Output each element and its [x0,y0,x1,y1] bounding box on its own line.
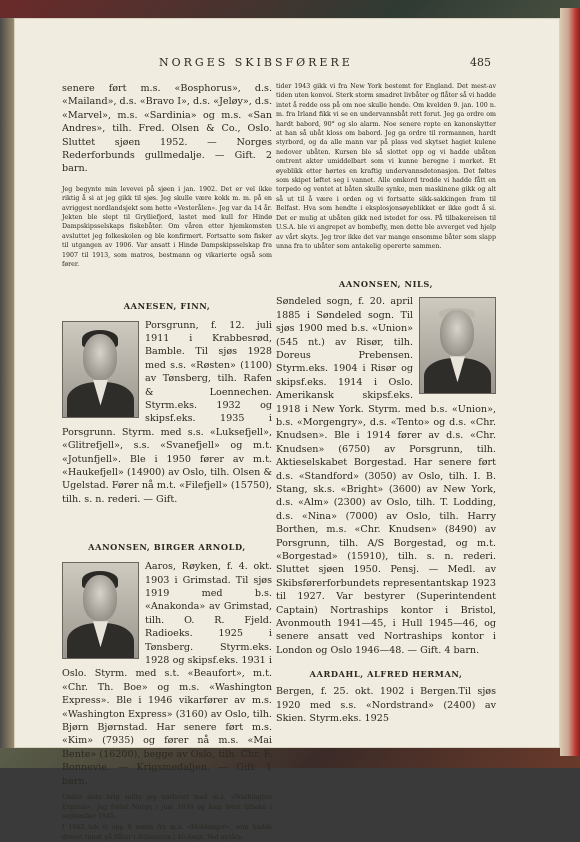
entry-aanesen-finn [62,319,272,507]
right-column [276,82,496,726]
entry-bio: Porsgrunn, f. 12. juli 1911 i Krabbesrød, Bamble. Til sjøs 1928 med s.s. «Røsten» (1100) av Tønsberg, tilh. Rafen & Loennechen. Styrm.eks. 1932 og skipsf.eks. 1935 i Porsgrunn. Styrm. med s.s. «Luksefjell», «Glitrefjell», s.s. «Svanefjell» og m.t. «Jotunfjell». Ble i 1950 fører av m.t. «Haukefjell» (14900) av Oslo, tilh. Olsen & Ugelstad. Fører nå m.t. «Filefjell» (15750), tilh. s. n. rederi. — Gift. [62,319,272,505]
entry-bio: Søndeled sogn, f. 20. april 1885 i Søndeled sogn. Til sjøs 1900 med b.s. «Union» (545 nt.) av Risør, tilh. Doreus Prebensen. Styrm.eks. 1904 i Risør og skipsf.eks. 1914 i Oslo. Amerikansk skipsf.eks. 1918 i New York. Styrm. med b.s. «Union», b.s. «Morgengry», d.s. «Tento» og d.s. «Chr. Knudsen». Ble i 1914 fører av d.s. «Chr. Knudsen» (6750) av Porsgrunn, tilh. Aktieselskabet Borgestad. Har senere ført d.s. «Standford» (3050) av Oslo, tilh. I. B. Stang, sk.s. «Bright» (3600) av New York, d.s. «Alm» (2300) av Oslo, tilh. T. Lodding, d.s. «Nina» (7000) av Oslo, tilh. Harry Borthen, m.s. «Chr. Knudsen» (8490) av Porsgrunn, tilh. A/S Borgestad, og m.t. «Borgestad» (15910), tilh. s. n. rederi. Sluttet sjøen 1950. Pensj. — Medl. av Skibsførerforbundets representantskap 1923 til 1927. Var bestyrer (Superintendent Captain) Nortraships kontor i Bristol, Avonmouth 1941—45, i Hull 1945—46, og senere ansatt ved Nortraships kontor i London og Oslo 1946—48. — Gift. 4 barn. [276,296,496,656]
running-title: NORGES SKIBSFØRERE [159,56,353,69]
left-column [62,82,272,842]
entry-heading: AANESEN, FINN, [123,300,211,311]
entry-aanonsen-birger [62,560,272,788]
page-number: 485 [470,56,491,69]
portrait-photo [62,321,139,418]
entry-bio: Aaros, Røyken, f. 4. okt. 1903 i Grimstad. Til sjøs 1919 med b.s. «Anakonda» av Grimstad, tilh. O. R. Fjeld. Radioeks. 1925 i Tønsberg. Styrm.eks. 1928 og skipsf.eks. 1931 i Oslo. Styrm. med s.t. «Beaufort», m.t. «Chr. Th. Boe» og m.s. «Washington Express». Ble i 1946 vikarfører av m.s. «Washington Express» (3160) av Oslo, tilh. Bjørn Bjørnstad. Har senere ført m.s. «Kim» (7935) og fører nå m.s. «Mai Bente» (16200), begge av Oslo, tilh. Chr. F. Bonnevie. — Krigsmedaljen. — Gift. 1 barn. [62,561,272,787]
portrait-face [83,334,117,380]
book-spine [0,18,14,748]
intro-paragraph: senere ført m.s. «Bosphorus», d.s. «Mailand», d.s. «Bravo I», d.s. «Jeløy», d.s. «Marvel», m.s. «Sardinia» og m.s. «San Andres», tilh. Fred. Olsen & Co., Oslo. Sluttet sjøen 1952. — Norges Rederforbunds gullmedalje. — Gift. 2 barn. [62,83,273,175]
entry-heading: AANONSEN, BIRGER ARNOLD, [88,542,246,553]
continuation-note: tider 1943 gikk vi fra New York bestemt for England. Det mest-av tiden uten konvoi. Sterk storm smadret livbåter og flåter så vi hadde intet å redde oss på om noe skulle hende. Om kvelden 9. jan. 100 n. m. fra Irland fikk vi se en undervannsbåt rett forut. Jeg ga ordre om hardt babord, 90° og slo alarm. Noe senere ropte en kanonskytter at han så ubåt kloss om babord. Jeg ga ordre til rormannen, hardt styrbord, og da alle mann var på plass ved skytset hagiet kulene nedover ubåten. Kursen ble så slottet opp og vi hadde ubåten omtrent akter umiddelbart som vi kunne beregne i morket. Et øyeblikk etter hørtes en kraftig undervannsdetonasjon. Det føltes som skipet løftet seg i vannet. Alle omkord trodde vi hadde fått en torpedo og ventet at båten skulle synke, men maskinene gikk og alt så ut til å være i orden og vi fortsatte sikk-sakkingen fram til Belfast. Hva som hendte i eksplosjonsøyeblikket er ikke godt å si. Det er mulig at ubåten gikk ned istedet for oss. På tilbakereisen til U.S.A. ble vi angrepet av bombefly, men dette ble avverget ved hjelp av vårt skyts. Jeg tror ikke det var mange ensomme båter som slapp unna fra to ubåter som antakelig opererte sammen. [276,83,496,250]
entry-note: Under siste krig seilte jeg uavbrutt med m.s. «Washington Express». Jeg forlot Norge i juni 1939 og kom først tilbake i september 1945. [62,794,272,820]
entry-note: I 1942 tok vi opp 9 mann fra m.s. «Moldanger», som hadde drevet rundt på flåter i Atlanteren i 46 døgn. Ved nytårs- [62,824,272,841]
entry-heading: AANONSEN, NILS, [338,279,434,290]
page-header [14,56,560,76]
book-page [14,18,560,841]
entry-bio: Bergen, f. 25. okt. 1902 i Bergen.Til sjøs 1920 med s.s. «Nordstrand» (2400) av Skien. Styrm.eks. 1925 [276,686,496,725]
intro-note: Jeg begynte min levevei på sjøen i jan. 1902. Det er vel ikke riktig å si at jeg gikk til sjøs. Jeg skulle være kokk m. m. på en avriggest nordlandsjekt som hette «Vesterålen». Jeg var da 14 år. Jekten ble slept til Grylliefjord, lastet med kull for Hindø Dampskipsselskaps fiskebåter. Om våren etter hjemkomsten avsluttet jeg folkeskolen og ble konfirmert. Fortsatte som fisker til utgangen av 1906. Var ansatt i Hindø Dampskipsselskap fra 1907 til 1913, som matros, bestmann og vikarierte også som fører. [62,185,272,269]
portrait-face [83,575,117,621]
entry-heading: AARDAHL, ALFRED HERMAN, [309,669,463,680]
page-edge [560,8,580,756]
entry-aanonsen-nils [276,295,496,657]
portrait-photo [419,297,496,394]
portrait-face [440,310,474,356]
portrait-photo [62,562,139,659]
